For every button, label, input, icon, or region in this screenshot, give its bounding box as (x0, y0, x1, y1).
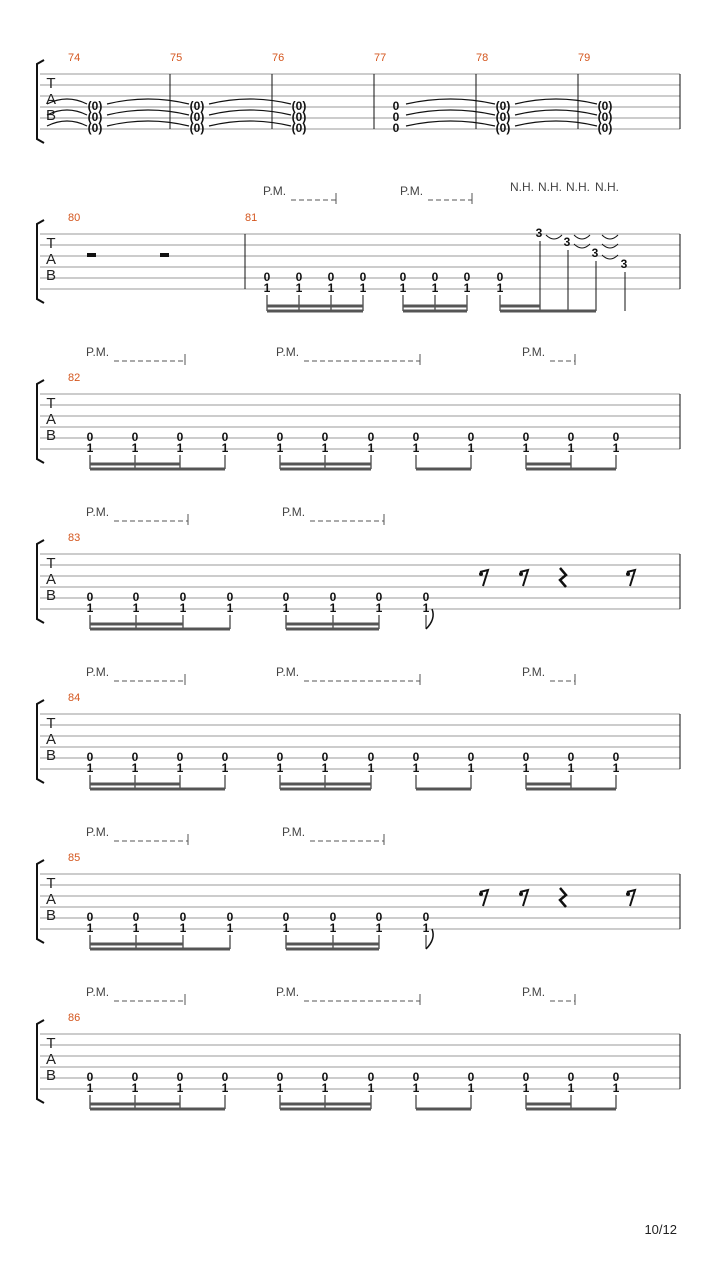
fret-number: 0 (221, 750, 229, 764)
fret-number: 1 (412, 761, 420, 775)
palm-mute-label: P.M. (522, 985, 546, 999)
rest-dot (479, 572, 483, 576)
tie (406, 99, 495, 104)
fret-number: (0) (189, 99, 205, 113)
fret-number: 0 (412, 1070, 420, 1084)
fret-number: 1 (612, 441, 620, 455)
fret-number: 1 (86, 761, 94, 775)
fret-number: 0 (463, 270, 471, 284)
system-bracket (37, 1020, 44, 1103)
tab-clef-letter: B (45, 267, 57, 284)
fret-number: 0 (496, 270, 504, 284)
fret-number: (0) (597, 121, 613, 135)
fret-number: 1 (375, 921, 383, 935)
fret-number: 0 (329, 590, 337, 604)
fret-number: 1 (463, 281, 471, 295)
rest (160, 253, 169, 257)
rest (560, 888, 566, 907)
fret-number: 0 (221, 430, 229, 444)
fret-number: 1 (467, 441, 475, 455)
tie (515, 110, 597, 115)
palm-mute-label: P.M. (86, 505, 110, 519)
fret-number: 0 (392, 99, 400, 113)
fret-number: 1 (276, 441, 284, 455)
tab-clef-letter: T (46, 555, 56, 572)
fret-number: 1 (276, 761, 284, 775)
fret-number: 1 (179, 601, 187, 615)
tab-clef-letter: T (46, 875, 56, 892)
tab-clef-letter: T (46, 235, 56, 252)
tie (107, 121, 189, 126)
fret-number: 0 (612, 750, 620, 764)
fret-number: 1 (367, 1081, 375, 1095)
fret-number: 0 (467, 1070, 475, 1084)
tie (574, 235, 590, 239)
fret-number: 0 (263, 270, 271, 284)
fret-number: 1 (612, 761, 620, 775)
tie (107, 110, 189, 115)
tab-clef-letter: A (45, 571, 57, 588)
fret-number: (0) (87, 99, 103, 113)
tie (406, 121, 495, 126)
tie (209, 99, 291, 104)
fret-number: 0 (367, 430, 375, 444)
tab-clef-letter: T (46, 1035, 56, 1052)
fret-number: 0 (522, 430, 530, 444)
fret-number: 1 (412, 1081, 420, 1095)
fret-number: 1 (321, 761, 329, 775)
fret-number: 1 (321, 1081, 329, 1095)
fret-number: 0 (282, 910, 290, 924)
fret-number: 1 (567, 1081, 575, 1095)
fret-number: (0) (495, 99, 511, 113)
bar-number: 77 (374, 52, 387, 64)
bar-number: 78 (476, 52, 489, 64)
tab-clef-letter: A (45, 731, 57, 748)
palm-mute-label: P.M. (263, 184, 287, 198)
fret-number: (0) (495, 110, 511, 124)
bar-number: 74 (68, 52, 81, 64)
palm-mute-label: P.M. (86, 985, 110, 999)
tab-clef-letter: A (45, 411, 57, 428)
tie (515, 99, 597, 104)
fret-number: 0 (399, 270, 407, 284)
fret-number: 0 (179, 910, 187, 924)
tie (602, 235, 618, 239)
fret-number: 1 (132, 921, 140, 935)
bar-number: 80 (68, 212, 81, 224)
natural-harmonic-label: N.H. (595, 180, 619, 194)
rest-dot (626, 892, 630, 896)
fret-number: 1 (86, 921, 94, 935)
fret-number: 1 (321, 441, 329, 455)
fret-number: 1 (496, 281, 504, 295)
tab-clef-letter: T (46, 395, 56, 412)
fret-number: 3 (591, 246, 599, 260)
rest-dot (626, 572, 630, 576)
tie (209, 110, 291, 115)
fret-number: 1 (176, 761, 184, 775)
bar-number: 86 (68, 1012, 81, 1024)
tab-clef-letter: T (46, 715, 56, 732)
fret-number: 0 (522, 750, 530, 764)
fret-number: 0 (522, 1070, 530, 1084)
bar-number: 79 (578, 52, 591, 64)
fret-number: 1 (86, 1081, 94, 1095)
palm-mute-label: P.M. (276, 345, 300, 359)
fret-number: 1 (282, 601, 290, 615)
fret-number: 1 (276, 1081, 284, 1095)
fret-number: (0) (495, 121, 511, 135)
bar-number: 81 (245, 212, 258, 224)
fret-number: 1 (567, 441, 575, 455)
fret-number: 0 (276, 430, 284, 444)
rest (87, 253, 96, 257)
fret-number: 1 (412, 441, 420, 455)
fret-number: 0 (392, 121, 400, 135)
fret-number: 1 (467, 761, 475, 775)
fret-number: 1 (295, 281, 303, 295)
fret-number: 1 (226, 921, 234, 935)
system-bracket (37, 220, 44, 303)
fret-number: 1 (86, 441, 94, 455)
system-bracket (37, 540, 44, 623)
system-3 (37, 345, 680, 469)
bar-number: 75 (170, 52, 183, 64)
rest-dot (519, 572, 523, 576)
fret-number: 0 (412, 430, 420, 444)
fret-number: (0) (189, 121, 205, 135)
tab-clef-letter: A (45, 251, 57, 268)
fret-number: 0 (431, 270, 439, 284)
fret-number: 1 (327, 281, 335, 295)
fret-number: 1 (132, 601, 140, 615)
tab-clef-letter: A (45, 891, 57, 908)
fret-number: 1 (422, 601, 430, 615)
fret-number: 1 (522, 441, 530, 455)
fret-number: 0 (567, 750, 575, 764)
fret-number: (0) (291, 110, 307, 124)
fret-number: 0 (567, 430, 575, 444)
fret-number: 3 (620, 257, 628, 271)
system-7 (37, 985, 680, 1109)
system-bracket (37, 60, 44, 143)
system-1 (37, 52, 680, 143)
bar-number: 85 (68, 852, 81, 864)
fret-number: 0 (86, 1070, 94, 1084)
fret-number: (0) (87, 121, 103, 135)
fret-number: 0 (467, 430, 475, 444)
fret-number: 1 (86, 601, 94, 615)
page-number: 10/12 (644, 1222, 677, 1237)
fret-number: 0 (612, 430, 620, 444)
fret-number: 0 (375, 910, 383, 924)
fret-number: 1 (282, 921, 290, 935)
fret-number: 0 (226, 590, 234, 604)
palm-mute-label: P.M. (282, 505, 306, 519)
system-bracket (37, 860, 44, 943)
fret-number: (0) (597, 99, 613, 113)
fret-number: 0 (86, 590, 94, 604)
fret-number: 1 (131, 1081, 139, 1095)
fret-number: (0) (87, 110, 103, 124)
fret-number: 0 (329, 910, 337, 924)
rest-dot (479, 892, 483, 896)
fret-number: 3 (563, 235, 571, 249)
tab-clef-letter: A (45, 1051, 57, 1068)
fret-number: 1 (131, 441, 139, 455)
fret-number: 0 (179, 590, 187, 604)
fret-number: 0 (226, 910, 234, 924)
fret-number: 0 (276, 1070, 284, 1084)
tie (107, 99, 189, 104)
fret-number: 1 (221, 1081, 229, 1095)
fret-number: 0 (321, 750, 329, 764)
tie (546, 235, 562, 239)
fret-number: 0 (132, 590, 140, 604)
fret-number: 1 (263, 281, 271, 295)
fret-number: 0 (422, 910, 430, 924)
fret-number: (0) (291, 121, 307, 135)
rest-dot (519, 892, 523, 896)
system-bracket (37, 380, 44, 463)
fret-number: 1 (329, 601, 337, 615)
fret-number: 0 (392, 110, 400, 124)
fret-number: 1 (176, 441, 184, 455)
fret-number: 1 (226, 601, 234, 615)
fret-number: 1 (522, 761, 530, 775)
fret-number: 0 (367, 1070, 375, 1084)
palm-mute-label: P.M. (282, 825, 306, 839)
fret-number: (0) (597, 110, 613, 124)
fret-number: 1 (467, 1081, 475, 1095)
palm-mute-label: P.M. (86, 345, 110, 359)
fret-number: 0 (176, 1070, 184, 1084)
fret-number: 0 (321, 430, 329, 444)
palm-mute-label: P.M. (86, 665, 110, 679)
system-5 (37, 665, 680, 789)
tie (515, 121, 597, 126)
fret-number: 0 (176, 750, 184, 764)
palm-mute-label: P.M. (86, 825, 110, 839)
tab-clef-letter: B (45, 587, 57, 604)
fret-number: 0 (86, 910, 94, 924)
system-bracket (37, 700, 44, 783)
system-6 (37, 825, 680, 949)
palm-mute-label: P.M. (276, 665, 300, 679)
natural-harmonic-label: N.H. (538, 180, 562, 194)
fret-number: 0 (567, 1070, 575, 1084)
fret-number: 1 (221, 441, 229, 455)
fret-number: 0 (176, 430, 184, 444)
tab-clef-letter: T (46, 75, 56, 92)
fret-number: (0) (189, 110, 205, 124)
fret-number: 1 (176, 1081, 184, 1095)
tab-clef-letter: B (45, 427, 57, 444)
fret-number: 0 (327, 270, 335, 284)
bar-number: 84 (68, 692, 81, 704)
fret-number: 1 (367, 761, 375, 775)
fret-number: (0) (291, 99, 307, 113)
natural-harmonic-label: N.H. (566, 180, 590, 194)
tie (209, 121, 291, 126)
bar-number: 76 (272, 52, 285, 64)
fret-number: 0 (132, 910, 140, 924)
fret-number: 0 (221, 1070, 229, 1084)
fret-number: 0 (86, 430, 94, 444)
rest (560, 568, 566, 587)
palm-mute-label: P.M. (400, 184, 424, 198)
fret-number: 1 (399, 281, 407, 295)
fret-number: 1 (221, 761, 229, 775)
bar-number: 82 (68, 372, 81, 384)
tie (406, 110, 495, 115)
fret-number: 1 (131, 761, 139, 775)
tab-clef-letter: B (45, 747, 57, 764)
fret-number: 0 (359, 270, 367, 284)
natural-harmonic-label: N.H. (510, 180, 534, 194)
palm-mute-label: P.M. (276, 985, 300, 999)
fret-number: 0 (86, 750, 94, 764)
fret-number: 0 (131, 1070, 139, 1084)
fret-number: 0 (612, 1070, 620, 1084)
palm-mute-label: P.M. (522, 345, 546, 359)
fret-number: 0 (422, 590, 430, 604)
fret-number: 1 (375, 601, 383, 615)
fret-number: 3 (535, 226, 543, 240)
fret-number: 0 (131, 430, 139, 444)
fret-number: 1 (522, 1081, 530, 1095)
fret-number: 1 (359, 281, 367, 295)
tab-clef-letter: B (45, 1067, 57, 1084)
fret-number: 0 (282, 590, 290, 604)
fret-number: 1 (329, 921, 337, 935)
fret-number: 1 (367, 441, 375, 455)
fret-number: 0 (467, 750, 475, 764)
fret-number: 0 (295, 270, 303, 284)
palm-mute-label: P.M. (522, 665, 546, 679)
fret-number: 1 (612, 1081, 620, 1095)
fret-number: 1 (431, 281, 439, 295)
fret-number: 1 (422, 921, 430, 935)
bar-number: 83 (68, 532, 81, 544)
fret-number: 1 (567, 761, 575, 775)
fret-number: 0 (375, 590, 383, 604)
tab-clef-letter: B (45, 907, 57, 924)
fret-number: 0 (131, 750, 139, 764)
system-4 (37, 505, 680, 629)
tab-clef-letter: A (45, 91, 57, 108)
tab-clef-letter: B (45, 107, 57, 124)
fret-number: 0 (321, 1070, 329, 1084)
fret-number: 0 (412, 750, 420, 764)
system-2 (37, 180, 680, 311)
fret-number: 1 (179, 921, 187, 935)
fret-number: 0 (367, 750, 375, 764)
fret-number: 0 (276, 750, 284, 764)
